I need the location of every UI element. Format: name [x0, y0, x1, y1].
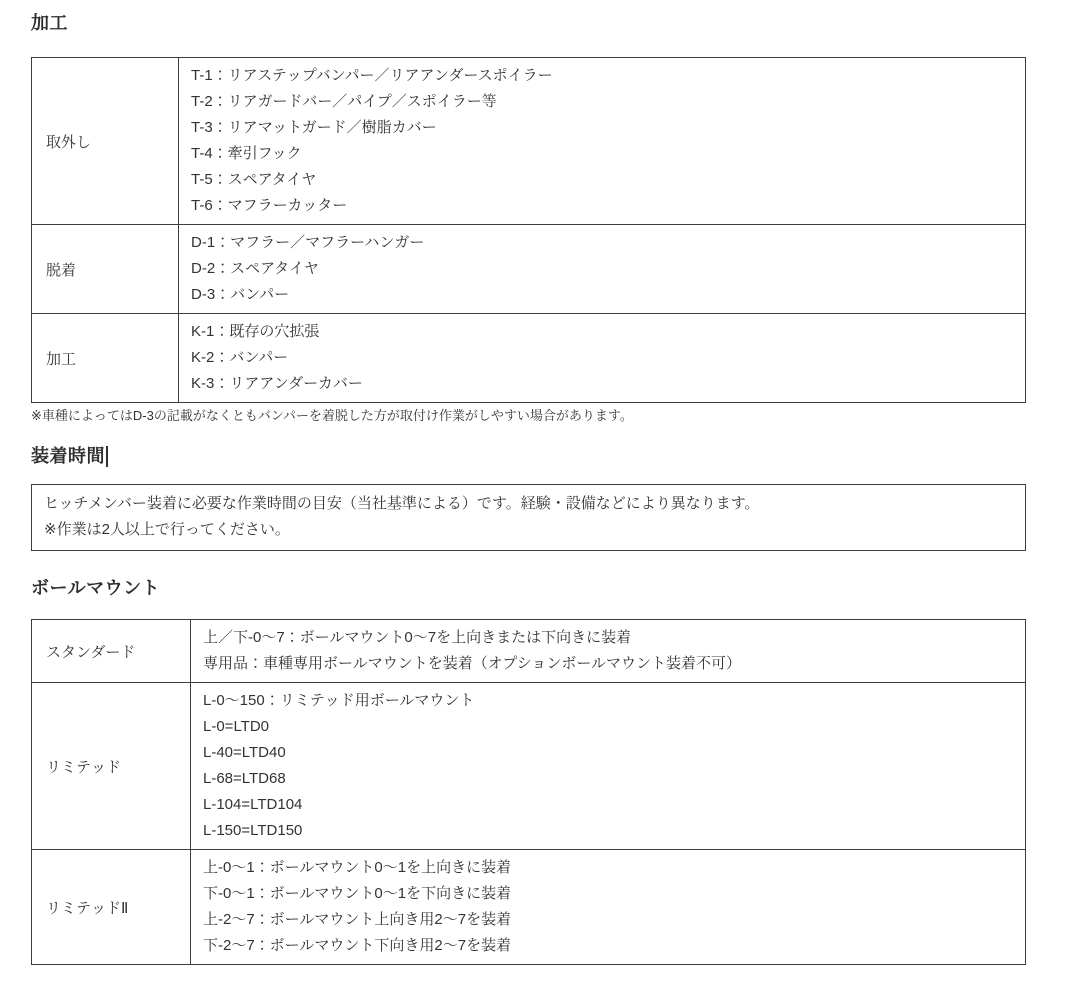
spec-line: L-40=LTD40: [203, 744, 286, 761]
row-content-limited: [191, 683, 1026, 850]
spec-line: 専用品：車種専用ボールマウントを装着（オプションボールマウント装着不可）: [203, 655, 742, 672]
spec-line: D-2：スペアタイヤ: [191, 260, 319, 277]
row-content-machining: [179, 314, 1026, 403]
row-label-limited2: リミテッドⅡ: [32, 850, 191, 965]
spec-line: L-0=LTD0: [203, 718, 270, 735]
spec-line: T-3：リアマットガード／樹脂カバー: [191, 119, 437, 136]
section-heading-ballmount: ボールマウント: [31, 578, 161, 598]
spec-line: 上-2～7：ボールマウント上向き用2～7を装着: [203, 911, 512, 928]
table-row: [32, 850, 1026, 965]
spec-line: T-5：スペアタイヤ: [191, 171, 317, 188]
row-content-standard: [191, 620, 1026, 683]
spec-line: T-1：リアステップバンパー／リアアンダースポイラー: [191, 67, 553, 84]
row-content-removal: [179, 58, 1026, 225]
spec-line: K-2：バンパー: [191, 349, 289, 366]
table-row: [32, 314, 1026, 403]
row-label-limited: リミテッド: [32, 683, 191, 850]
row-label-standard: スタンダード: [32, 620, 191, 683]
row-label-removal: 取外し: [32, 58, 179, 225]
section-heading-souchaku[interactable]: 装着時間: [31, 446, 105, 466]
spec-line: L-150=LTD150: [203, 822, 303, 839]
ballmount-table: [31, 619, 1026, 965]
table-row: [32, 683, 1026, 850]
spec-line: 上／下-0～7：ボールマウント0～7を上向きまたは下向きに装着: [203, 629, 632, 646]
text-caret: [106, 446, 108, 467]
spec-line: 下-2～7：ボールマウント下向き用2～7を装着: [203, 937, 512, 954]
spec-line: T-6：マフラーカッター: [191, 197, 348, 214]
spec-line: L-0～150：リミテッド用ボールマウント: [203, 692, 475, 709]
table-row: [32, 225, 1026, 314]
row-label-detach: 脱着: [32, 225, 179, 314]
table-row: [32, 620, 1026, 683]
spec-line: 下-0～1：ボールマウント0～1を下向きに装着: [203, 885, 512, 902]
spec-line: K-1：既存の穴拡張: [191, 323, 320, 340]
table-row: [32, 58, 1026, 225]
spec-line: D-1：マフラー／マフラーハンガー: [191, 234, 425, 251]
spec-line: D-3：バンパー: [191, 286, 290, 303]
row-label-machining: 加工: [32, 314, 179, 403]
row-content-detach: [179, 225, 1026, 314]
section-heading-kakou: 加工: [31, 13, 68, 33]
spec-line: T-2：リアガードバー／パイプ／スポイラー等: [191, 93, 497, 110]
footnote-d3: ※車種によってはD-3の記載がなくともバンパーを着脱した方が取付け作業がしやすい場合があります。: [31, 408, 633, 423]
kakou-table: [31, 57, 1026, 403]
row-content-limited2: [191, 850, 1026, 965]
spec-line: L-68=LTD68: [203, 770, 286, 787]
spec-line: L-104=LTD104: [203, 796, 303, 813]
installation-time-note-box: [31, 484, 1026, 551]
spec-line: T-4：牽引フック: [191, 145, 302, 162]
info-line: ※作業は2人以上で行ってください。: [44, 521, 290, 538]
spec-line: 上-0～1：ボールマウント0～1を上向きに装着: [203, 859, 512, 876]
info-line: ヒッチメンバー装着に必要な作業時間の目安（当社基準による）です。経験・設備などにより異なります。: [44, 495, 760, 512]
spec-line: K-3：リアアンダーカバー: [191, 375, 363, 392]
